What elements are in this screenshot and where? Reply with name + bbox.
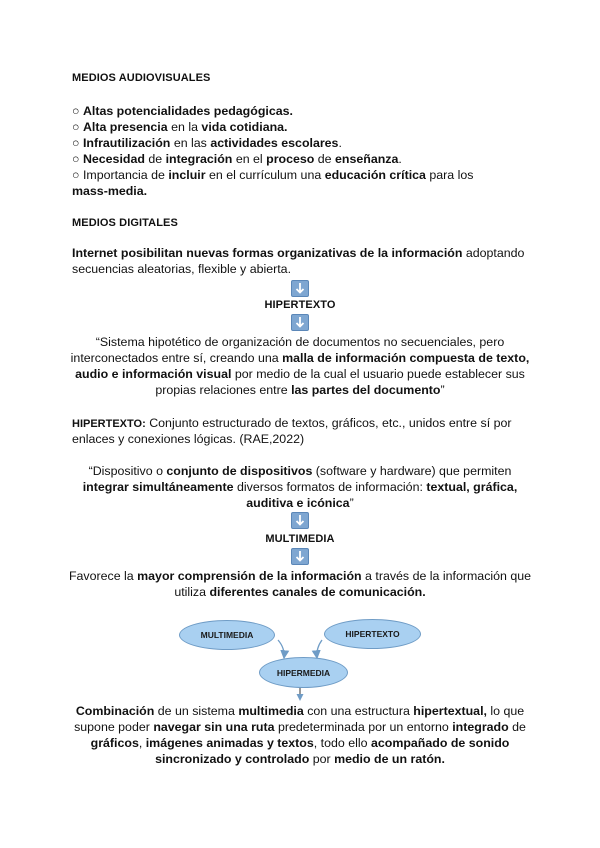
quote1-line-1: “Sistema hipotético de organización de documentos no secuenciales, pero (95, 335, 505, 349)
combinacion-line-1: Combinación de un sistema multimedia con una estructura hipertextual, lo que (75, 704, 525, 718)
definition-line-2: enlaces y conexiones lógicas. (RAE,2022) (72, 432, 305, 446)
quote1-line-3: audio e información visual por medio de la cual el usuario puede establecer sus (75, 367, 525, 381)
down-arrow-icon (291, 280, 309, 297)
list-item-continuation: mass-media. (72, 184, 148, 198)
combinacion-line-2: supone poder navegar sin una ruta predeterminada por un entorno integrado de (74, 720, 526, 734)
favorece-line-2: utiliza diferentes canales de comunicación. (174, 585, 426, 599)
list-item: ○ Alta presencia en la vida cotidiana. (72, 120, 288, 134)
intro-line-2: secuencias aleatorias, flexible y abierta. (72, 262, 292, 276)
combinacion-line-4: sincronizado y controlado por medio de un ratón. (155, 752, 445, 766)
favorece-line-1: Favorece la mayor comprensión de la información a través de la información que (68, 569, 532, 583)
list-item: ○ Importancia de incluir en el currículum una educación crítica para los (72, 168, 474, 182)
quote1-line-4: propias relaciones entre las partes del documento” (155, 383, 445, 397)
hipermedia-ellipse: HIPERMEDIA (259, 657, 348, 688)
intro-line-1: Internet posibilitan nuevas formas organizativas de la información adoptando (72, 246, 525, 260)
section-title-audiovisuales: MEDIOS AUDIOVISUALES (72, 72, 211, 84)
quote2-line-3: auditiva e icónica” (246, 496, 354, 510)
list-item: ○ Infrautilización en las actividades escolares. (72, 136, 342, 150)
arrow-left-connector (278, 640, 284, 658)
bullet-icon: ○ (72, 104, 80, 118)
multimedia-label: MULTIMEDIA (265, 533, 335, 545)
hipermedia-diagram (0, 600, 600, 705)
combinacion-line-3: gráficos, imágenes animadas y textos, todo ello acompañado de sonido (90, 736, 510, 750)
bullet-icon: ○ (72, 120, 80, 134)
arrow-right-connector (317, 640, 322, 658)
bullet-icon: ○ (72, 136, 80, 150)
hipertexto-ellipse: HIPERTEXTO (324, 619, 421, 649)
down-arrow-icon (291, 548, 309, 565)
definition-line-1: HIPERTEXTO: Conjunto estructurado de textos, gráficos, etc., unidos entre sí por (72, 416, 512, 430)
section-title-digitales: MEDIOS DIGITALES (72, 217, 178, 229)
down-arrow-icon (291, 512, 309, 529)
quote2-line-2: integrar simultáneamente diversos formatos de información: textual, gráfica, (82, 480, 518, 494)
bullet-icon: ○ (72, 168, 80, 182)
list-item: ○ Altas potencialidades pedagógicas. (72, 104, 293, 118)
down-arrow-icon (291, 314, 309, 331)
multimedia-ellipse: MULTIMEDIA (179, 620, 275, 650)
quote1-line-2: interconectados entre sí, creando una malla de información compuesta de texto, (70, 351, 530, 365)
list-item: ○ Necesidad de integración en el proceso de enseñanza. (72, 152, 402, 166)
bullet-icon: ○ (72, 152, 80, 166)
quote2-line-1: “Dispositivo o conjunto de dispositivos (software y hardware) que permiten (88, 464, 512, 478)
hipertexto-label: HIPERTEXTO (264, 299, 336, 311)
